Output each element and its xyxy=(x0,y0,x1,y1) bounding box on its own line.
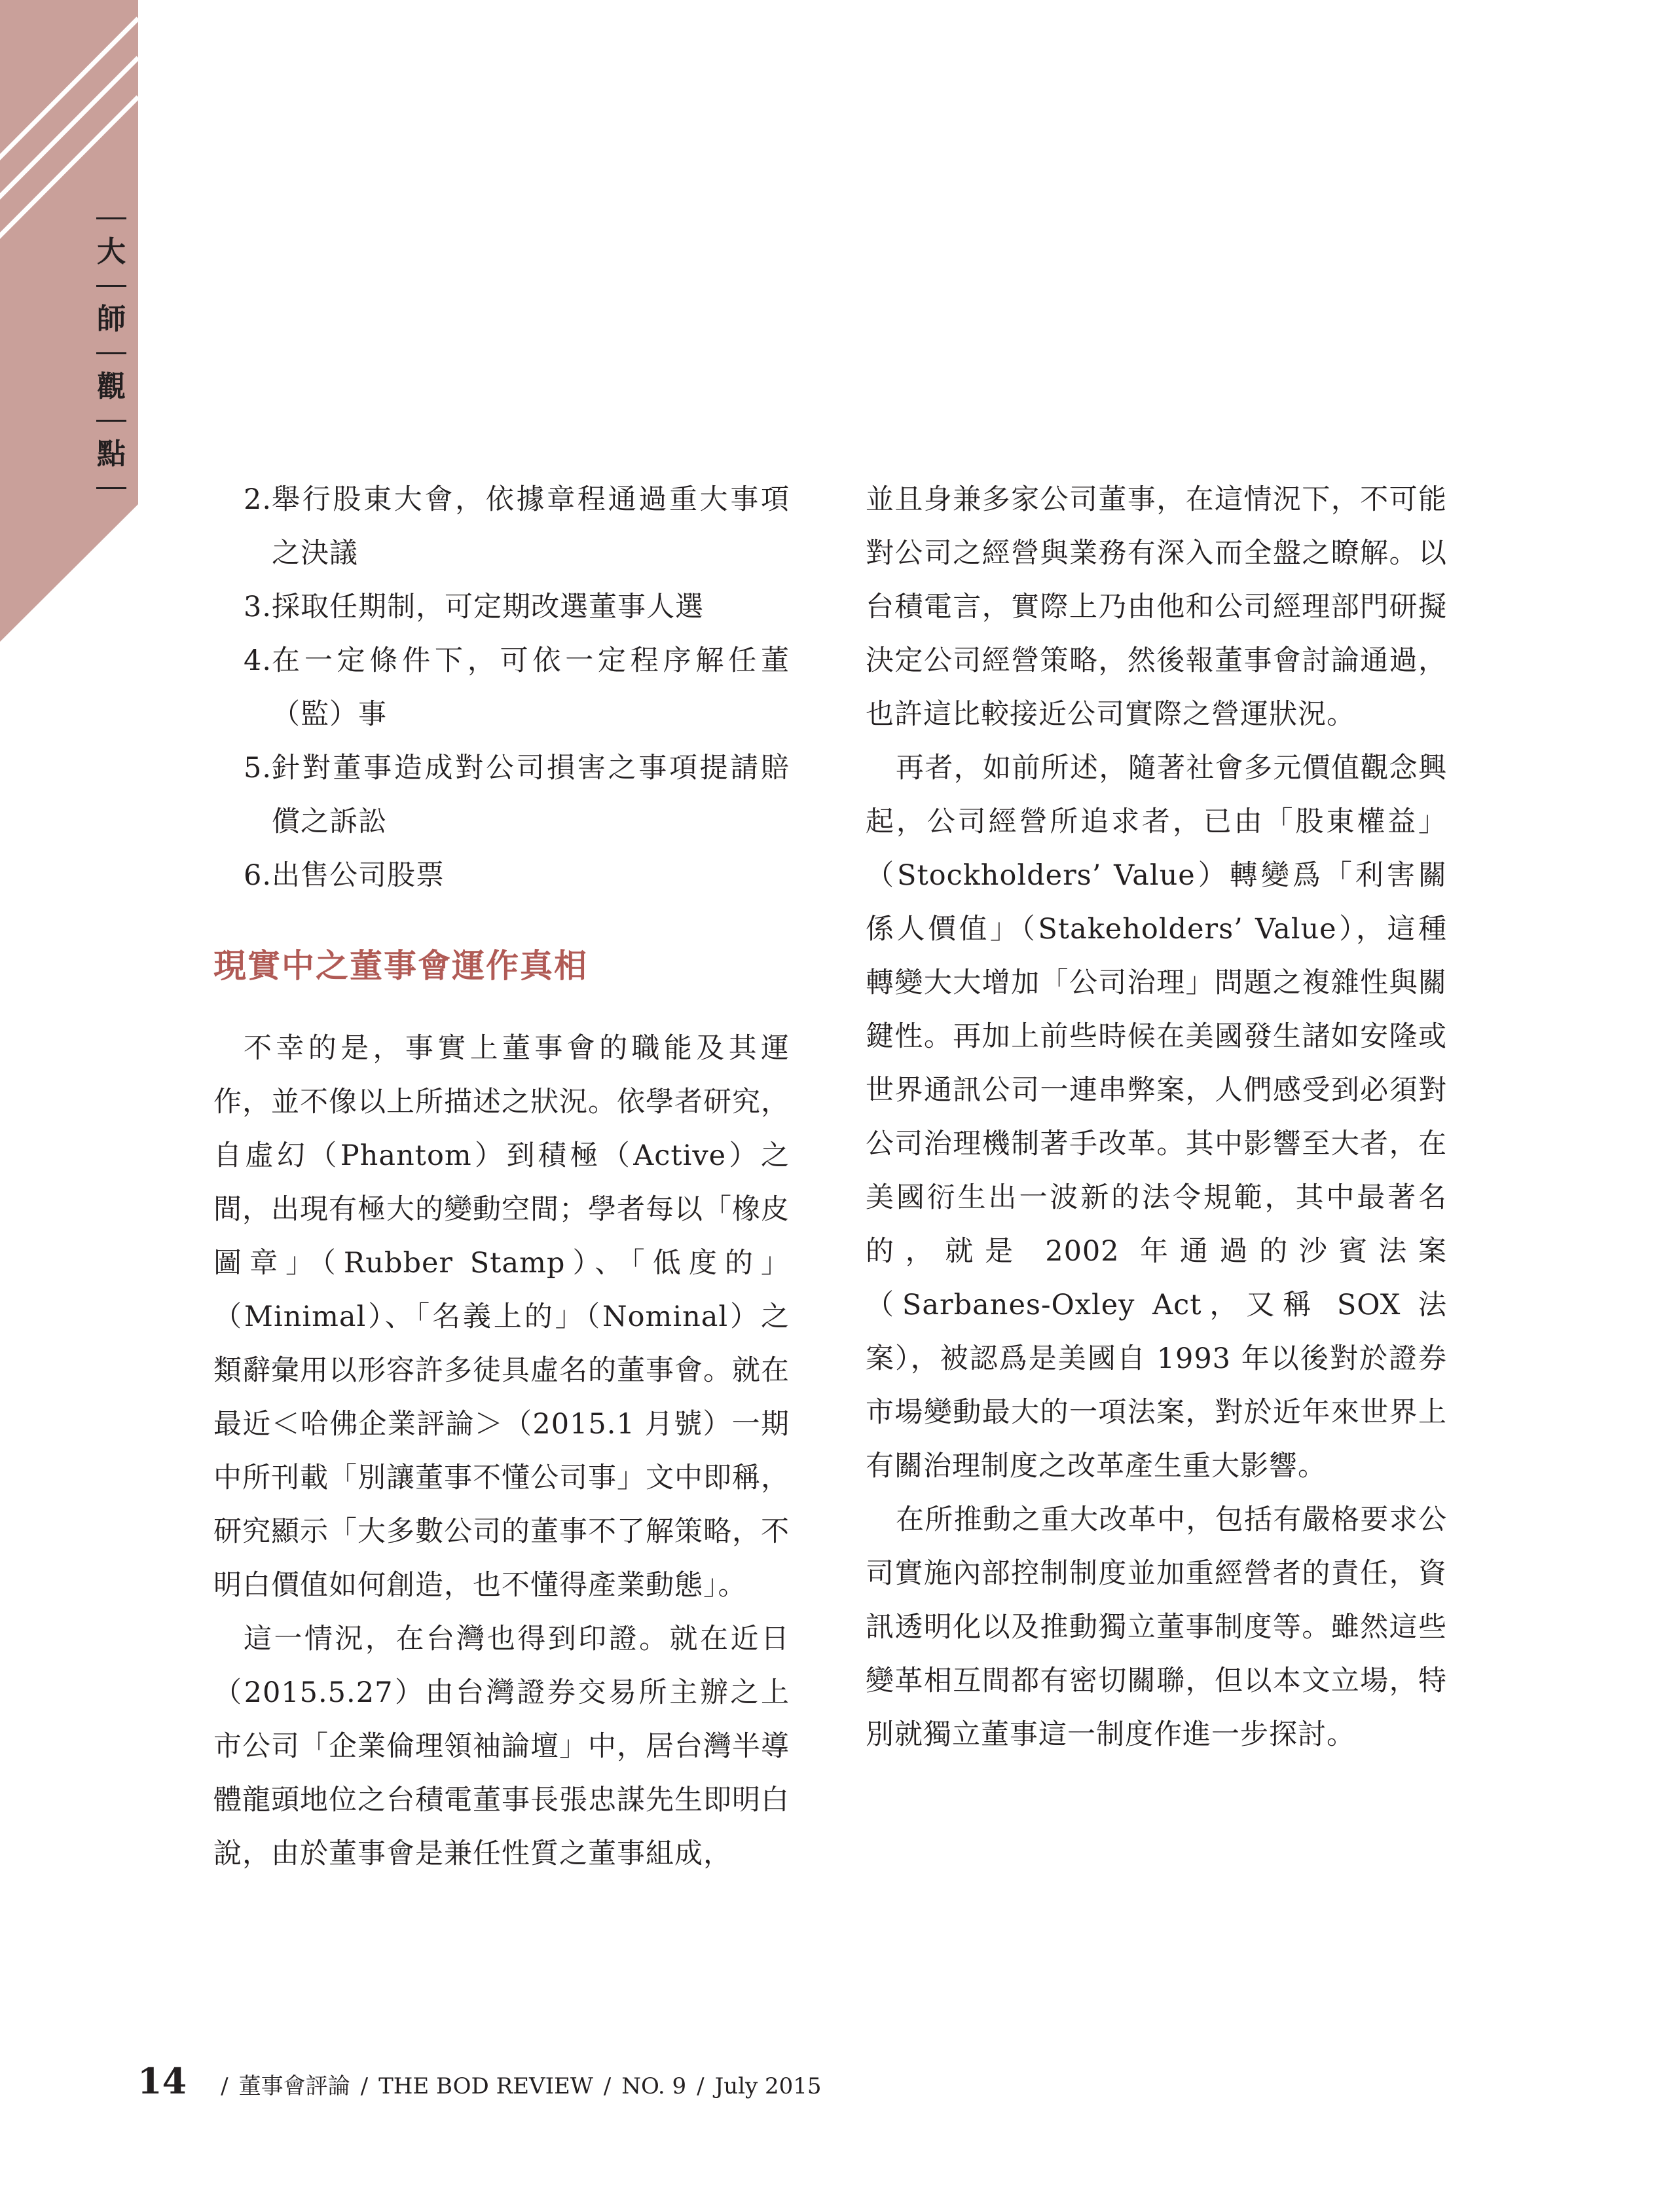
list-item-text: 出售公司股票 xyxy=(272,859,445,892)
section-label-char: 大 xyxy=(97,235,126,268)
section-label-rule xyxy=(96,420,126,422)
list-item-number: 2. xyxy=(244,483,272,516)
list-item-text: 舉行股東大會，依據章程通過重大事項之決議 xyxy=(272,483,790,570)
section-label-rule xyxy=(96,285,126,287)
page-footer xyxy=(138,2060,822,2102)
list-item xyxy=(213,849,790,902)
issue-date: July 2015 xyxy=(714,2073,822,2099)
footer-separator: / xyxy=(603,2073,612,2099)
section-heading: 現實中之董事會運作真相 xyxy=(213,947,588,985)
left-column xyxy=(213,473,790,1881)
list-item xyxy=(213,634,790,741)
section-label-char: 觀 xyxy=(97,370,126,403)
body-paragraph: 在所推動之重大改革中，包括有嚴格要求公司實施內部控制制度並加重經營者的責任，資訊透明化以及推動獨立董事制度等。雖然這些變革相互間都有密切關聯，但以本文立場，特別就獨立董事這一制度作進一步探討。 xyxy=(866,1503,1447,1751)
publication-name-zh: 董事會評論 xyxy=(238,2073,350,2099)
list-item-text: 針對董事造成對公司損害之事項提請賠償之訴訟 xyxy=(272,752,790,838)
page-number: 14 xyxy=(138,2060,187,2102)
list-item-text: 採取任期制，可定期改選董事人選 xyxy=(272,591,705,623)
body-paragraph: 並且身兼多家公司董事，在這情況下，不可能對公司之經營與業務有深入而全盤之瞭解。以台積電言，實際上乃由他和公司經理部門研擬決定公司經營策略，然後報董事會討論通過，也許這比較接近公司實際之營運狀況。 xyxy=(866,483,1447,731)
section-label-rule xyxy=(96,487,126,489)
footer-separator: / xyxy=(221,2073,229,2099)
issue-number: NO. 9 xyxy=(621,2073,687,2099)
list-item-number: 3. xyxy=(244,591,272,623)
list-item xyxy=(213,741,790,849)
section-label-char: 師 xyxy=(97,303,126,336)
list-item-number: 5. xyxy=(244,752,272,784)
body-paragraph: 這一情況，在台灣也得到印證。就在近日（2015.5.27）由台灣證券交易所主辦之上市公司「企業倫理領袖論壇」中，居台灣半導體龍頭地位之台積電董事長張忠謀先生即明白說，由於董事會是兼任性質之董事組成， xyxy=(213,1623,790,1870)
publication-name-en: THE BOD REVIEW xyxy=(378,2073,593,2099)
list-item-number: 6. xyxy=(244,859,272,892)
right-column xyxy=(866,473,1447,1761)
section-label-char: 點 xyxy=(97,437,126,471)
footer-separator: / xyxy=(360,2073,369,2099)
footer-separator: / xyxy=(697,2073,705,2099)
body-paragraph: 不幸的是，事實上董事會的職能及其運作，並不像以上所描述之狀況。依學者研究，自虛幻（Phantom）到積極（Active）之間，出現有極大的變動空間；學者每以「橡皮圖章」（Rubber Stamp）、「低度的」（Minimal）、「名義上的」（Nominal）之類辭彙用以形容許多徒具虛名的董事會。就在最近＜哈佛企業評論＞（2015.1 月號）一期中所刊載「別讓董事不懂公司事」文中即稱，研究顯示「大多數公司的董事不了解策略，不明白價值如何創造，也不懂得產業動態」。 xyxy=(213,1032,790,1602)
section-label xyxy=(92,203,131,504)
list-item xyxy=(213,473,790,580)
section-label-rule xyxy=(96,217,126,219)
body-paragraph: 再者，如前所述，隨著社會多元價值觀念興起，公司經營所追求者，已由「股東權益」（Stockholders’ Value）轉變爲「利害關係人價值」（Stakeholders’ Value），這種轉變大大增加「公司治理」問題之複雜性與關鍵性。再加上前些時候在美國發生諸如安隆或世界通訊公司一連串弊案，人們感受到必須對公司治理機制著手改革。其中影響至大者，在美國衍生出一波新的法令規範，其中最著名的，就是 2002 年通過的沙賓法案（Sarbanes-Oxley Act，又稱 SOX 法案），被認爲是美國自 1993 年以後對於證券市場變動最大的一項法案，對於近年來世界上有關治理制度之改革產生重大影響。 xyxy=(866,752,1447,1483)
list-item xyxy=(213,580,790,634)
list-item-number: 4. xyxy=(244,644,272,677)
list-item-text: 在一定條件下，可依一定程序解任董（監）事 xyxy=(272,644,790,731)
section-label-rule xyxy=(96,352,126,354)
